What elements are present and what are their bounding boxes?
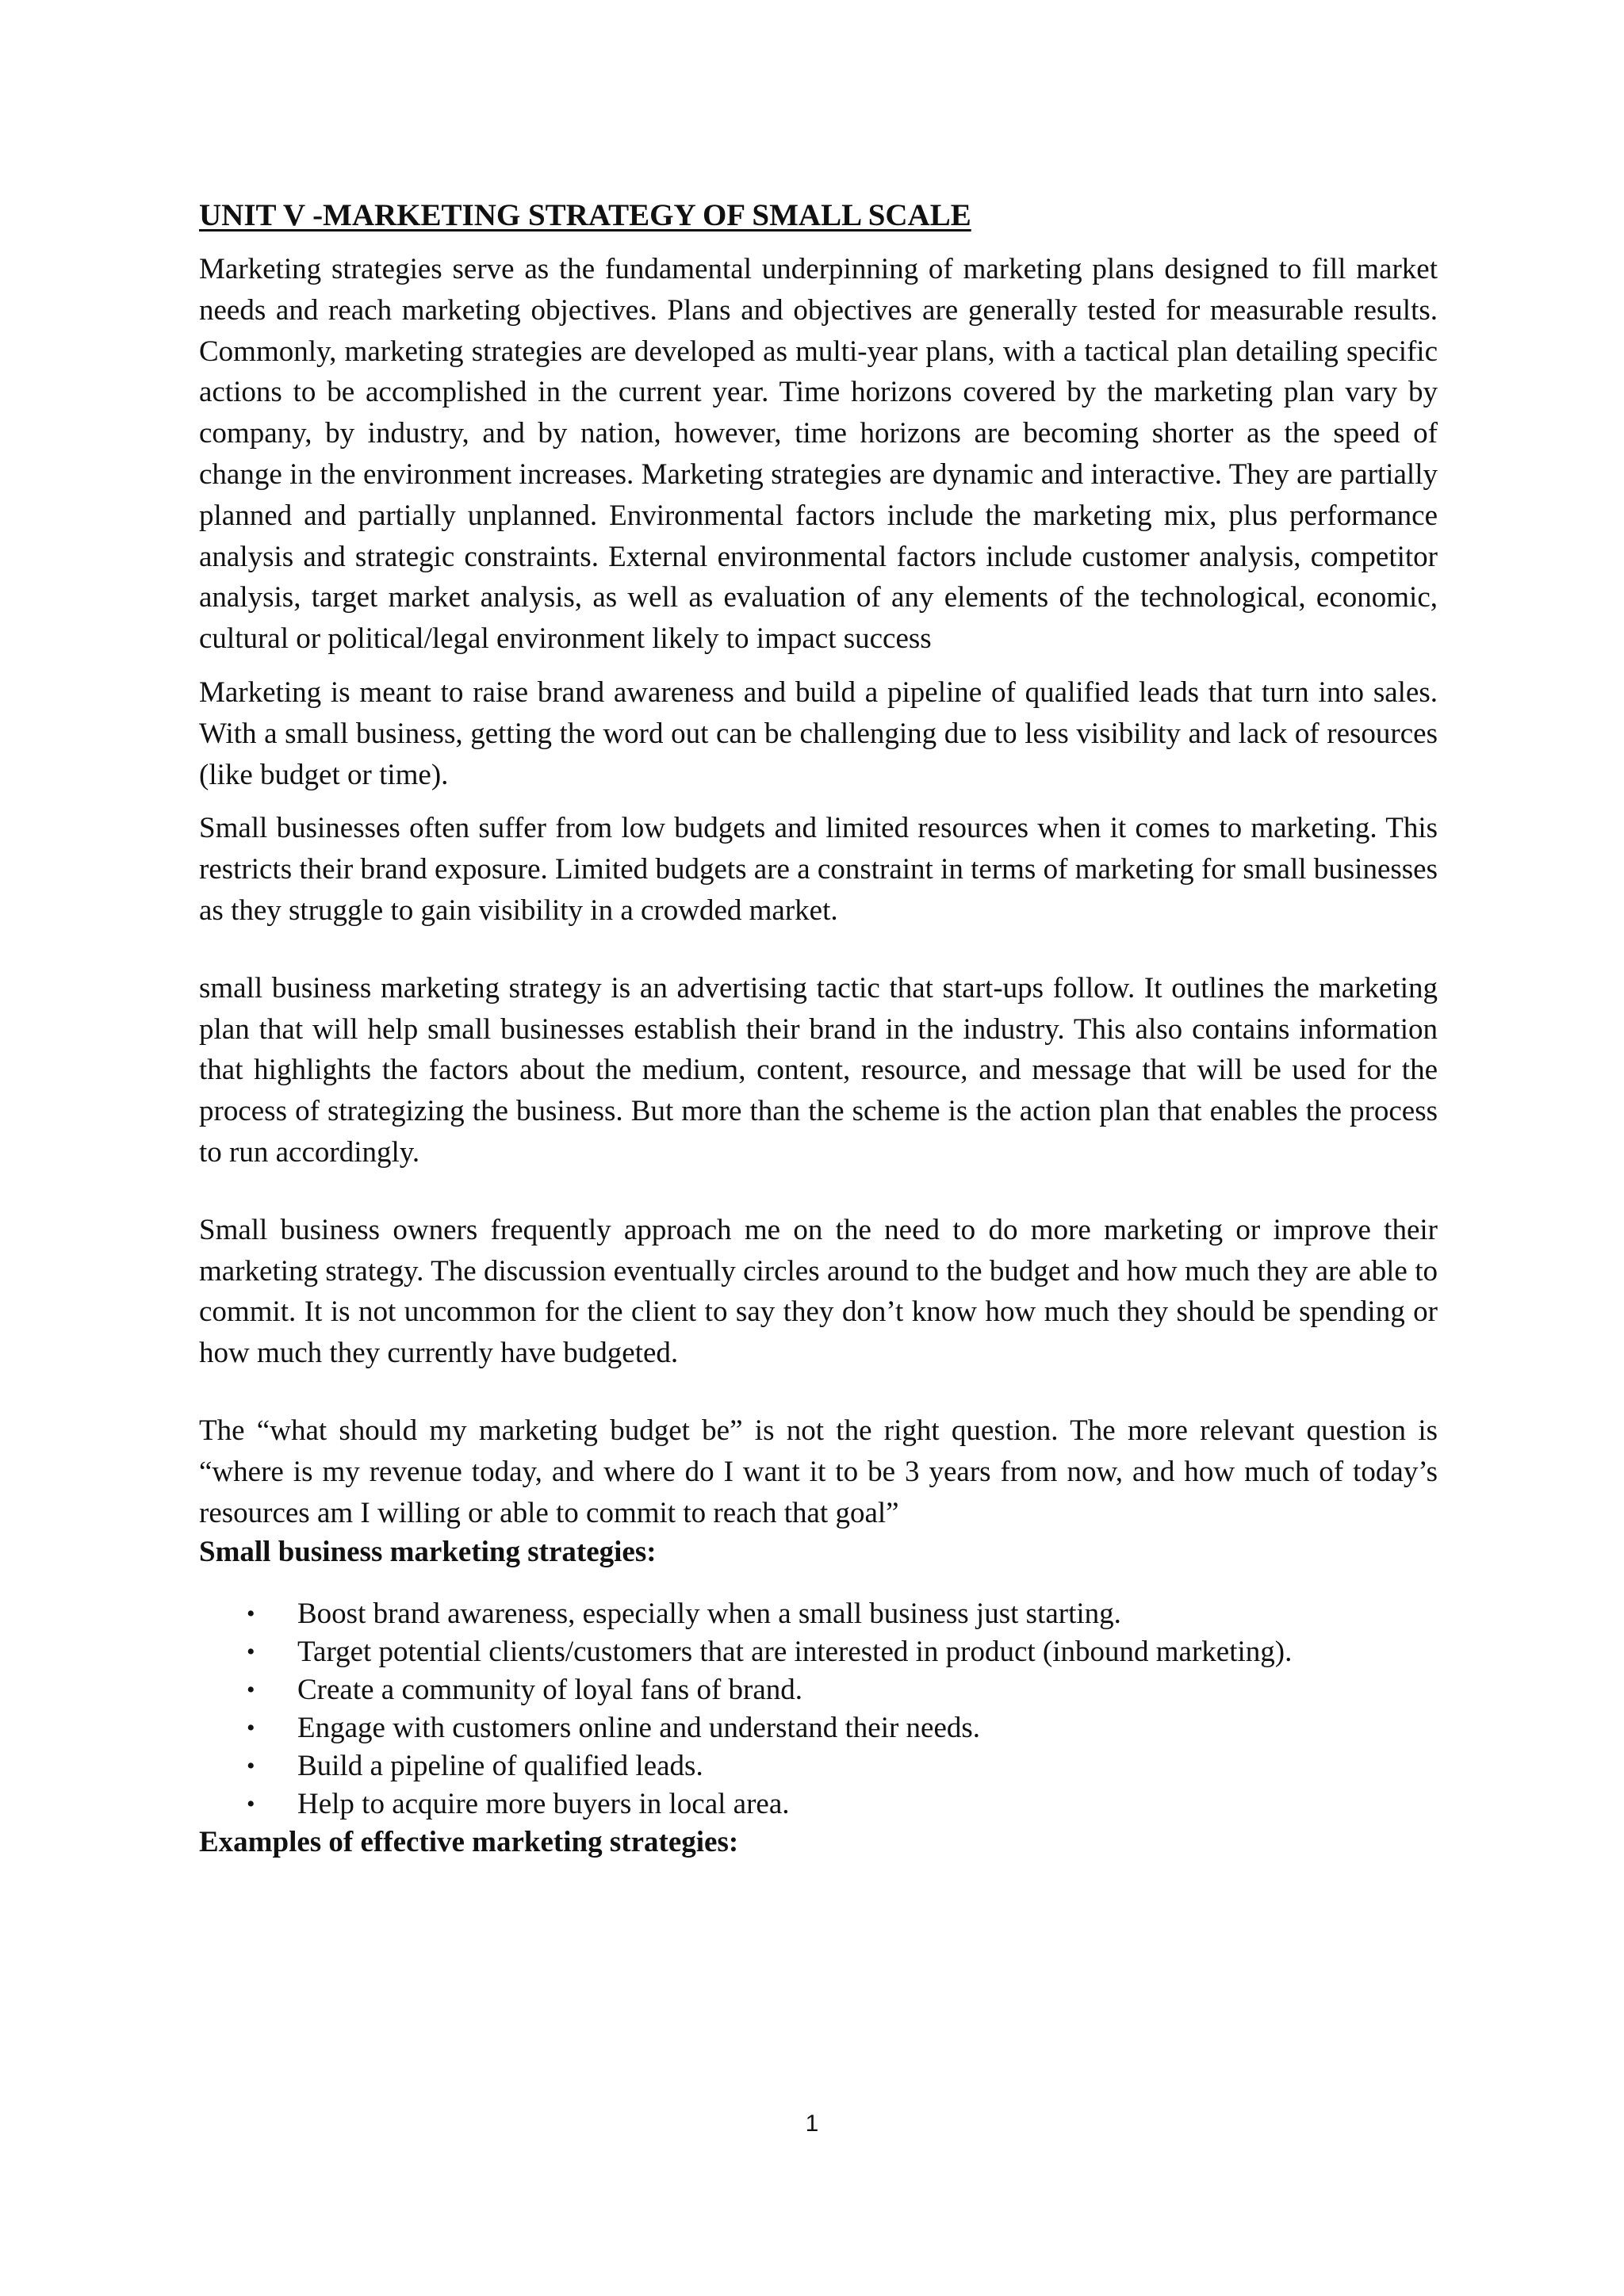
list-item-text: Boost brand awareness, especially when a small business just starting.: [297, 1598, 1121, 1631]
bullet-icon: •: [247, 1791, 255, 1818]
section-heading-small-business-strategies: Small business marketing strategies:: [199, 1536, 657, 1569]
list-item-text: Engage with customers online and understand their needs.: [297, 1712, 981, 1745]
bullet-icon: •: [247, 1677, 255, 1704]
strategies-bullet-list: [199, 1595, 1438, 1823]
paragraph-low-budgets: Small businesses often suffer from low budgets and limited resources when it comes to marketing. This restricts their brand exposure. Limited budgets are a constraint in terms of marketing for small businesses as they struggle to gain visibility in a crowded market.: [199, 812, 1438, 927]
list-item: [199, 1671, 1438, 1709]
list-item-text: Target potential clients/customers that are interested in product (inbound marketing).: [297, 1636, 1293, 1669]
section-heading-examples: Examples of effective marketing strategies:: [199, 1826, 739, 1859]
page-title: UNIT V -MARKETING STRATEGY OF SMALL SCALE: [199, 198, 971, 232]
page-number: 1: [805, 2110, 819, 2137]
list-item: [199, 1633, 1438, 1671]
paragraph-marketing-strategies: Marketing strategies serve as the fundamental underpinning of marketing plans designed to fill market needs and reach marketing objectives. Plans and objectives are generally tested for measurable results. Commonly, marketing strategies are developed as multi-year plans, with a tactical plan detailing specific actions to be accomplished in the current year. Time horizons covered by the marketing plan vary by company, by industry, and by nation, however, time horizons are becoming shorter as the speed of change in the environment increases. Marketing strategies are dynamic and interactive. They are partially planned and partially unplanned. Environmental factors include the marketing mix, plus performance analysis and strategic constraints. External environmental factors include customer analysis, competitor analysis, target market analysis, as well as evaluation of any elements of the technological, economic, cultural or political/legal environment likely to impact success: [199, 253, 1438, 656]
bullet-icon: •: [247, 1601, 255, 1628]
list-item: [199, 1785, 1438, 1823]
bullet-icon: •: [247, 1715, 255, 1742]
page-content: [199, 197, 1438, 1862]
list-item-text: Help to acquire more buyers in local area.: [297, 1788, 790, 1821]
paragraph-budget-question: The “what should my marketing budget be” is not the right question. The more relevant question is “where is my revenue today, and where do I want it to be 3 years from now, and how much of today’s resources am I willing or able to commit to reach that goal”: [199, 1414, 1438, 1529]
paragraph-small-business-strategy: small business marketing strategy is an advertising tactic that start-ups follow. It outlines the marketing plan that will help small businesses establish their brand in the industry. This also contains information that highlights the factors about the medium, content, resource, and message that will be used for the process of strategizing the business. But more than the scheme is the action plan that enables the process to run accordingly.: [199, 971, 1438, 1169]
list-item: [199, 1595, 1438, 1633]
list-item-text: Create a community of loyal fans of brand.: [297, 1674, 803, 1707]
list-item-text: Build a pipeline of qualified leads.: [297, 1750, 703, 1783]
list-item: [199, 1747, 1438, 1785]
list-item: [199, 1709, 1438, 1747]
bullet-icon: •: [247, 1639, 255, 1666]
bullet-icon: •: [247, 1753, 255, 1780]
paragraph-brand-awareness: Marketing is meant to raise brand awareness and build a pipeline of qualified leads that turn into sales. With a small business, getting the word out can be challenging due to less visibility and lack of resources (like budget or time).: [199, 675, 1438, 791]
paragraph-business-owners: Small business owners frequently approach me on the need to do more marketing or improve their marketing strategy. The discussion eventually circles around to the budget and how much they are able to commit. It is not uncommon for the client to say they don’t know how much they should be spending or how much they currently have budgeted.: [199, 1213, 1438, 1370]
